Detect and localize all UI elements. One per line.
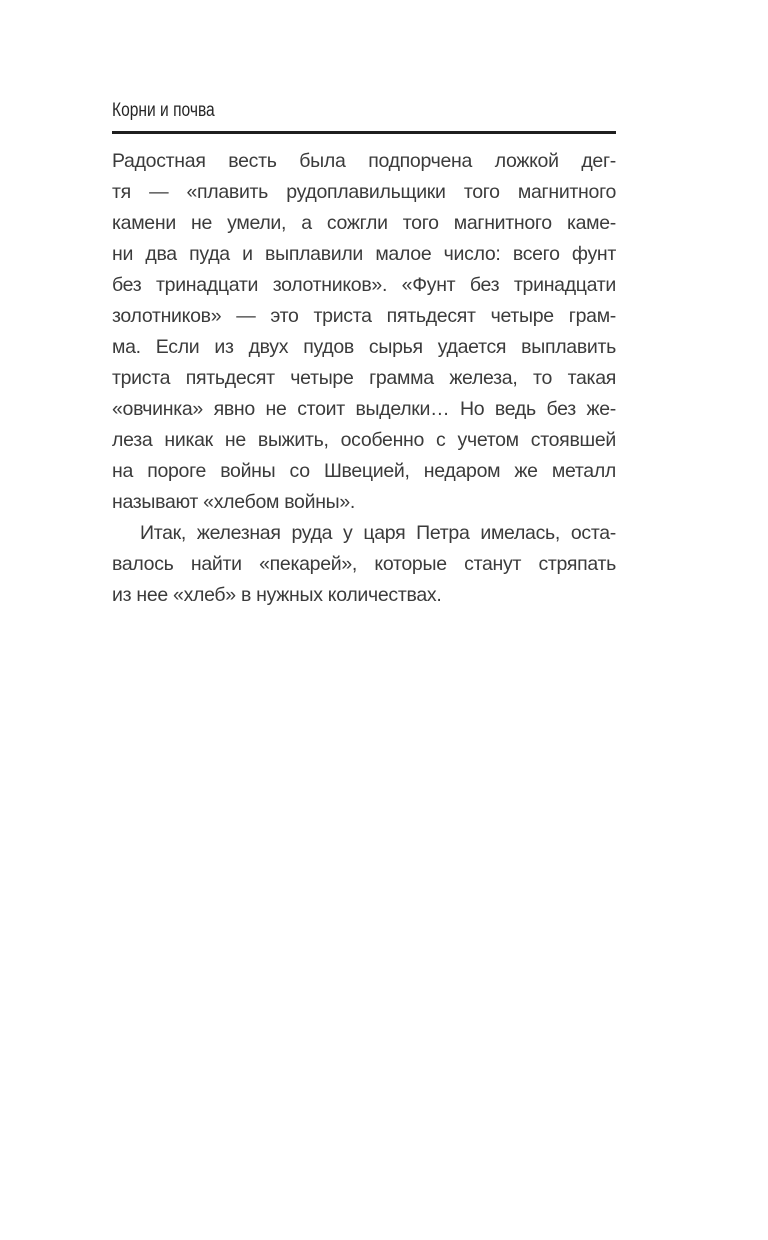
- text-line: валось найти «пекарей», которые станут стряпать: [112, 553, 616, 575]
- text-line: называют «хлебом войны».: [112, 491, 356, 513]
- text-line: триста пятьдесят четыре грамма железа, то такая: [112, 367, 616, 389]
- text-line: Итак, железная руда у царя Петра имелась, оста-: [140, 522, 616, 544]
- text-line: камени не умели, а сожгли того магнитного каме-: [112, 212, 616, 234]
- text-line: ма. Если из двух пудов сырья удается выплавить: [112, 336, 616, 358]
- text-line: на пороге войны со Швецией, недаром же металл: [112, 460, 616, 482]
- text-line: «овчинка» явно не стоит выделки… Но ведь без же-: [112, 398, 616, 420]
- text-line: золотников» — это триста пятьдесят четыре грам-: [112, 305, 616, 327]
- text-line: из нее «хлеб» в нужных количествах.: [112, 584, 442, 606]
- text-line: Радостная весть была подпорчена ложкой дег-: [112, 150, 616, 172]
- text-line: леза никак не выжить, особенно с учетом стоявшей: [112, 429, 616, 451]
- text-line: тя — «плавить рудоплавильщики того магнитного: [112, 181, 616, 203]
- running-header: [112, 100, 616, 134]
- text-line: ни два пуда и выплавили малое число: всего фунт: [112, 243, 616, 265]
- header-rule: [112, 131, 616, 134]
- chapter-title: Корни и почва: [112, 100, 215, 121]
- text-line: без тринадцати золотников». «Фунт без тринадцати: [112, 274, 616, 296]
- body-text: [112, 146, 616, 611]
